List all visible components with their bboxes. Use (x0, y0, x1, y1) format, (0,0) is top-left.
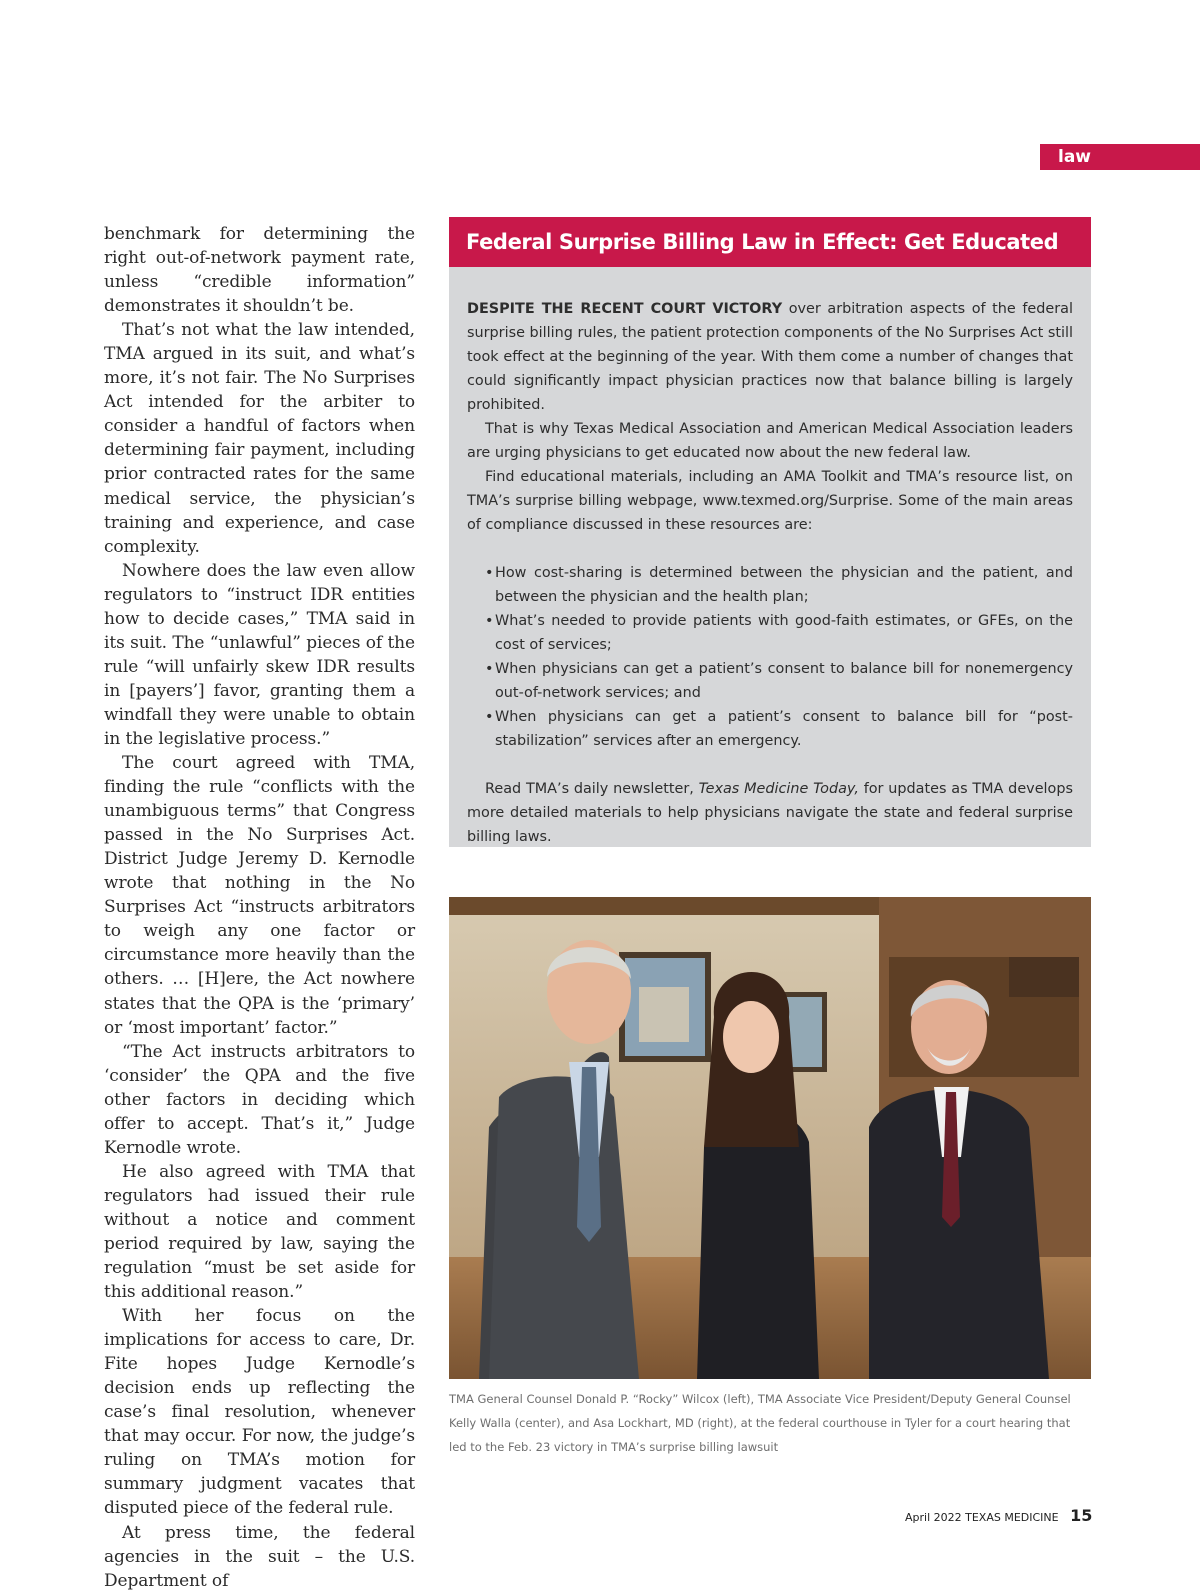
sidebar-lead-paragraph (467, 297, 1073, 417)
sidebar-bullet-item (467, 705, 1073, 753)
body-paragraph: “The Act instructs arbitrators to ‘consider’ the QPA and the five other factors in deciding which offer to accept. That’s it,” Judge Kernodle wrote. (104, 1041, 415, 1158)
photo-caption: TMA General Counsel Donald P. “Rocky” Wilcox (left), TMA Associate Vice President/Deputy General Counsel Kelly Walla (center), and Asa Lockhart, MD (right), at the federal courthouse in Tyler for a court hearing that led to the Feb. 23 victory in TMA’s surprise billing lawsuit (449, 1392, 1071, 1454)
bullet-text: How cost-sharing is determined between the physician and the patient, and between the physician and the health plan; (495, 565, 1073, 605)
sidebar-closing-paragraph (467, 777, 1073, 849)
page-footer (905, 1506, 1091, 1525)
article-body-column (104, 222, 415, 1593)
sidebar-bullet-list (467, 561, 1073, 753)
photo-illustration (449, 897, 1091, 1379)
sidebar-box (449, 217, 1091, 847)
body-paragraph: With her focus on the implications for access to care, Dr. Fite hopes Judge Kernodle’s decision ends up reflecting the case’s final resolution, whenever that may occur. For now, the judge’s ruling on TMA’s motion for summary judgment vacates that disputed piece of the federal rule. (104, 1306, 415, 1519)
sidebar-paragraph: That is why Texas Medical Association and American Medical Association leaders are urging physicians to get educated now about the new federal law. (467, 421, 1073, 461)
body-paragraph: The court agreed with TMA, finding the rule “conflicts with the unambiguous terms” that Congress passed in the No Surprises Act. District Judge Jeremy D. Kernodle wrote that nothing in the No Surprises Act “instructs arbitrators to weigh any one factor or circumstance more heavily than the others. … [H]ere, the Act nowhere states that the QPA is the ‘primary’ or ‘most important’ factor.” (104, 753, 415, 1038)
sidebar-body (449, 267, 1091, 849)
sidebar-title: Federal Surprise Billing Law in Effect: Get Educated (449, 217, 1091, 267)
body-paragraph: Nowhere does the law even allow regulators to “instruct IDR entities how to decide cases,” TMA said in its suit. The “unlawful” pieces of the rule “will unfairly skew IDR results in [payers’] favor, granting them a windfall they were unable to obtain in the legislative process.” (104, 560, 415, 749)
bullet-text: What’s needed to provide patients with good-faith estimates, or GFEs, on the cost of services; (495, 613, 1073, 653)
body-paragraph: At press time, the federal agencies in the suit – the U.S. Department of (104, 1522, 415, 1591)
section-tab: law (1040, 144, 1200, 170)
bullet-text: When physicians can get a patient’s consent to balance bill for “post-stabilization” services after an emergency. (495, 709, 1073, 749)
bullet-icon: • (485, 565, 494, 581)
bullet-text: When physicians can get a patient’s consent to balance bill for nonemergency out-of-network services; and (495, 661, 1073, 701)
body-paragraph: He also agreed with TMA that regulators had issued their rule without a notice and comment period required by law, saying the regulation “must be set aside for this additional reason.” (104, 1161, 415, 1303)
bullet-icon: • (485, 709, 494, 725)
sidebar-bullet-item (467, 609, 1073, 657)
newsletter-title: Texas Medicine Today, (698, 781, 859, 797)
issue-date: April 2022 (905, 1511, 962, 1524)
closing-text: Read TMA’s daily newsletter, (485, 781, 699, 797)
sidebar-bullet-item (467, 561, 1073, 609)
sidebar-paragraph: Find educational materials, including an AMA Toolkit and TMA’s resource list, on TMA’s surprise billing webpage, www.texmed.org/Surprise. Some of the main areas of compliance discussed in these resources are: (467, 469, 1073, 533)
sidebar-lead-text: over arbitration aspects of the federal surprise billing rules, the patient protection components of the No Surprises Act still took effect at the beginning of the year. With them come a number of changes that could significantly impact physician practices now that balance billing is largely prohibited. (467, 301, 1073, 413)
page-number: 15 (1070, 1506, 1093, 1525)
sidebar-bullet-item (467, 657, 1073, 705)
bullet-icon: • (485, 613, 494, 629)
courthouse-photo (449, 897, 1091, 1379)
body-paragraph: benchmark for determining the right out-of-network payment rate, unless “credible information” demonstrates it shouldn’t be. (104, 224, 415, 317)
body-paragraph: That’s not what the law intended, TMA argued in its suit, and what’s more, it’s not fair. The No Surprises Act intended for the arbiter to consider a handful of factors when determining fair payment, including prior contracted rates for the same medical service, the physician’s training and experience, and case complexity. (104, 320, 415, 557)
closing-text: for updates as TMA develops more detailed materials to help physicians navigate the state and federal surprise billing laws. (467, 781, 1073, 845)
publication-name: TEXAS MEDICINE (965, 1511, 1059, 1524)
bullet-icon: • (485, 661, 494, 677)
sidebar-lead-in: DESPITE THE RECENT COURT VICTORY (467, 301, 783, 317)
